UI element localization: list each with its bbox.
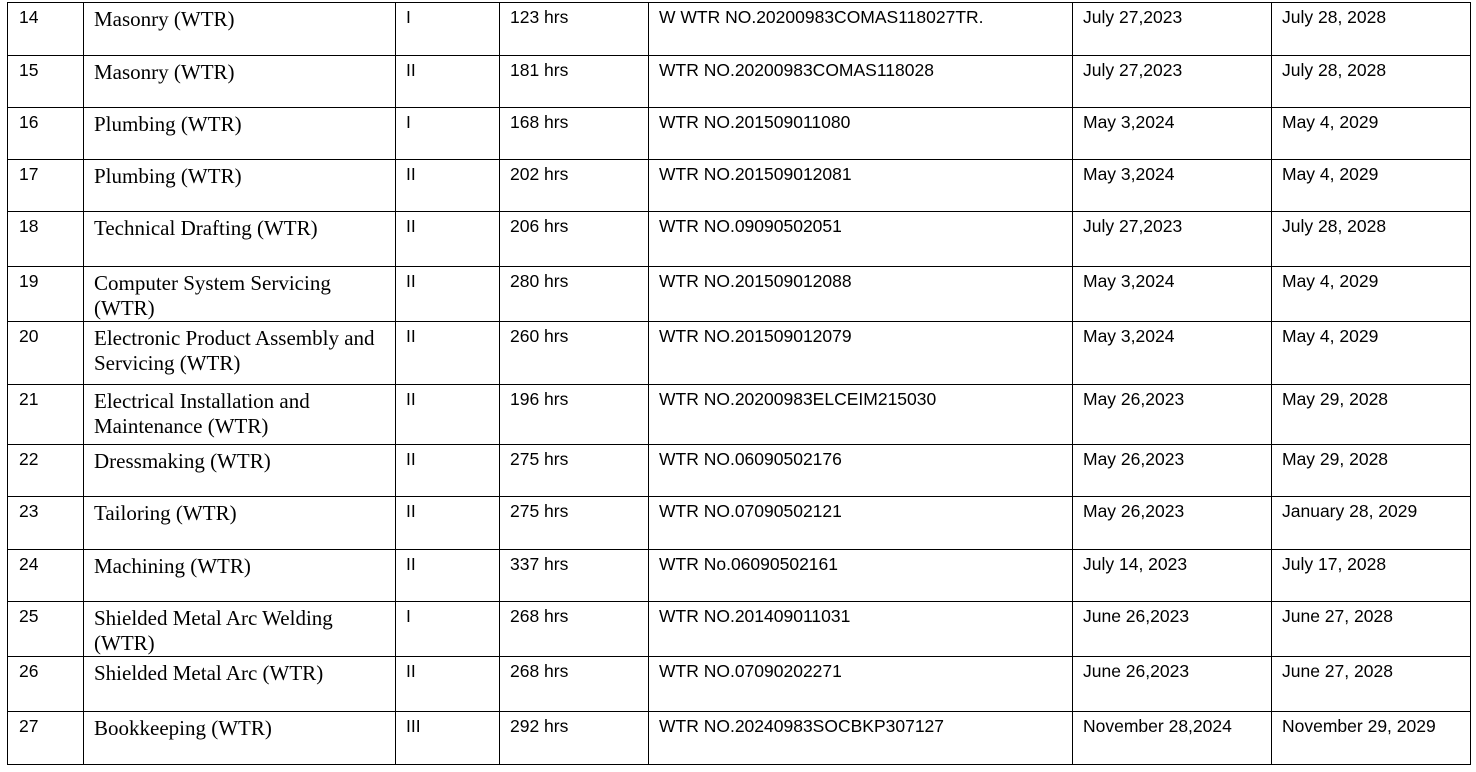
training-duration: 275 hrs [500,497,649,550]
row-number: 19 [8,267,84,322]
qualification-title: Shielded Metal Arc (WTR) [84,657,396,712]
date-issued: May 3,2024 [1073,322,1272,385]
qualification-title: Technical Drafting (WTR) [84,212,396,267]
date-issued: July 14, 2023 [1073,550,1272,602]
registration-number: W WTR NO.20200983COMAS118027TR. [649,3,1073,56]
table-row [8,497,1471,550]
table-row [8,108,1471,160]
table-row [8,445,1471,497]
training-duration: 202 hrs [500,160,649,212]
qualification-title: Electrical Installation and Maintenance (WTR) [84,385,396,445]
registration-number: WTR No.06090502161 [649,550,1073,602]
registration-number: WTR NO.06090502176 [649,445,1073,497]
training-duration: 337 hrs [500,550,649,602]
nc-level: II [396,56,500,108]
nc-level: II [396,497,500,550]
row-number: 25 [8,602,84,657]
training-duration: 268 hrs [500,602,649,657]
row-number: 22 [8,445,84,497]
registration-number: WTR NO.201509012079 [649,322,1073,385]
row-number: 16 [8,108,84,160]
qualification-title: Machining (WTR) [84,550,396,602]
date-issued: July 27,2023 [1073,3,1272,56]
qualification-title: Computer System Servicing (WTR) [84,267,396,322]
validity-date: May 29, 2028 [1272,385,1471,445]
row-number: 20 [8,322,84,385]
validity-date: May 4, 2029 [1272,160,1471,212]
registration-number: WTR NO.20200983COMAS118028 [649,56,1073,108]
validity-date: July 17, 2028 [1272,550,1471,602]
nc-level: II [396,550,500,602]
qualification-title: Plumbing (WTR) [84,108,396,160]
table-row [8,550,1471,602]
table-row [8,212,1471,267]
registration-number: WTR NO.09090502051 [649,212,1073,267]
table-row [8,602,1471,657]
qualification-title: Tailoring (WTR) [84,497,396,550]
nc-level: II [396,445,500,497]
table-body [8,3,1471,765]
table-row [8,385,1471,445]
nc-level: II [396,657,500,712]
qualification-title: Masonry (WTR) [84,3,396,56]
validity-date: May 4, 2029 [1272,108,1471,160]
date-issued: November 28,2024 [1073,712,1272,765]
date-issued: May 3,2024 [1073,267,1272,322]
table-row [8,56,1471,108]
table-row [8,322,1471,385]
training-duration: 206 hrs [500,212,649,267]
row-number: 14 [8,3,84,56]
registration-number: WTR NO.20200983ELCEIM215030 [649,385,1073,445]
validity-date: May 4, 2029 [1272,322,1471,385]
row-number: 24 [8,550,84,602]
validity-date: July 28, 2028 [1272,3,1471,56]
registration-number: WTR NO.20240983SOCBKP307127 [649,712,1073,765]
qualification-title: Shielded Metal Arc Welding (WTR) [84,602,396,657]
qualification-title: Plumbing (WTR) [84,160,396,212]
nc-level: II [396,267,500,322]
table-row [8,3,1471,56]
nc-level: II [396,212,500,267]
training-duration: 280 hrs [500,267,649,322]
registration-number: WTR NO.201509012088 [649,267,1073,322]
table-row [8,267,1471,322]
nc-level: II [396,385,500,445]
validity-date: June 27, 2028 [1272,602,1471,657]
table-row [8,160,1471,212]
training-duration: 123 hrs [500,3,649,56]
validity-date: May 4, 2029 [1272,267,1471,322]
date-issued: May 3,2024 [1073,160,1272,212]
table-row [8,712,1471,765]
training-duration: 275 hrs [500,445,649,497]
nc-level: I [396,602,500,657]
training-duration: 196 hrs [500,385,649,445]
validity-date: May 29, 2028 [1272,445,1471,497]
qualification-title: Electronic Product Assembly and Servicing (WTR) [84,322,396,385]
date-issued: May 3,2024 [1073,108,1272,160]
table-row [8,657,1471,712]
validity-date: June 27, 2028 [1272,657,1471,712]
training-duration: 168 hrs [500,108,649,160]
row-number: 17 [8,160,84,212]
date-issued: May 26,2023 [1073,385,1272,445]
qualification-title: Masonry (WTR) [84,56,396,108]
registration-number: WTR NO.07090202271 [649,657,1073,712]
registration-number: WTR NO.201509011080 [649,108,1073,160]
registration-number: WTR NO.201409011031 [649,602,1073,657]
registration-table [7,2,1471,765]
training-duration: 260 hrs [500,322,649,385]
training-duration: 268 hrs [500,657,649,712]
nc-level: II [396,160,500,212]
registration-number: WTR NO.07090502121 [649,497,1073,550]
nc-level: II [396,322,500,385]
validity-date: July 28, 2028 [1272,212,1471,267]
date-issued: July 27,2023 [1073,56,1272,108]
date-issued: June 26,2023 [1073,657,1272,712]
date-issued: June 26,2023 [1073,602,1272,657]
registration-number: WTR NO.201509012081 [649,160,1073,212]
date-issued: May 26,2023 [1073,497,1272,550]
validity-date: January 28, 2029 [1272,497,1471,550]
row-number: 21 [8,385,84,445]
row-number: 26 [8,657,84,712]
date-issued: July 27,2023 [1073,212,1272,267]
nc-level: III [396,712,500,765]
training-duration: 292 hrs [500,712,649,765]
row-number: 18 [8,212,84,267]
validity-date: November 29, 2029 [1272,712,1471,765]
nc-level: I [396,108,500,160]
training-duration: 181 hrs [500,56,649,108]
qualification-title: Bookkeeping (WTR) [84,712,396,765]
date-issued: May 26,2023 [1073,445,1272,497]
row-number: 15 [8,56,84,108]
row-number: 23 [8,497,84,550]
validity-date: July 28, 2028 [1272,56,1471,108]
qualification-title: Dressmaking (WTR) [84,445,396,497]
row-number: 27 [8,712,84,765]
nc-level: I [396,3,500,56]
